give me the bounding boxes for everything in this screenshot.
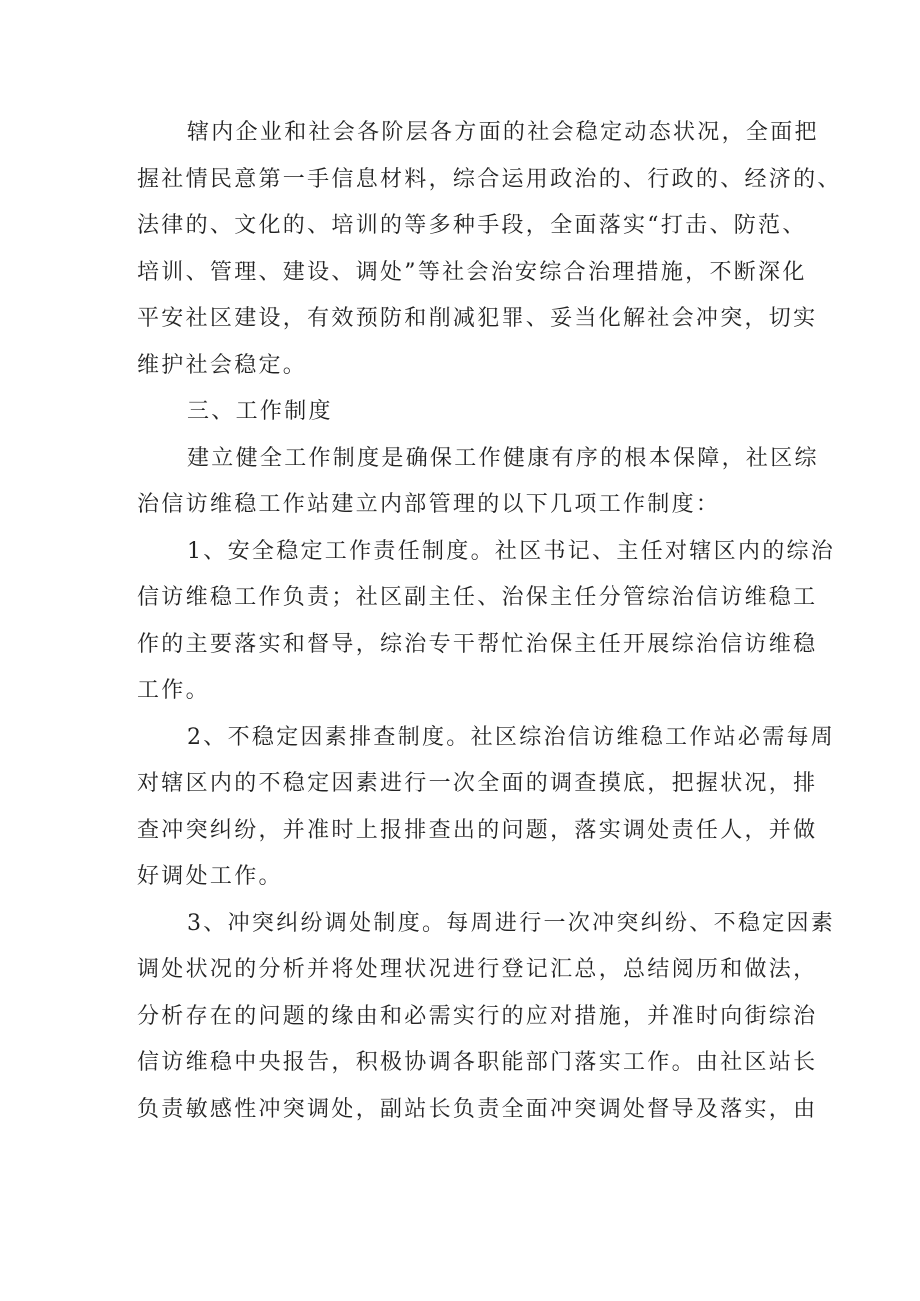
text-line: 对辖区内的不稳定因素进行一次全面的调查摸底，把握状况，排 [137,771,818,796]
text-line: 作的主要落实和督导，综治专干帮忙治保主任开展综治信访维稳 [137,631,818,657]
text-line: 培训、管理、建设、调处”等社会治安综合治理措施，不断深化 [137,259,807,285]
text-line: 建立健全工作制度是确保工作健康有序的根本保障，社区综 [187,445,819,471]
text-line: 1、安全稳定工作责任制度。社区书记、主任对辖区内的综治 [187,538,836,564]
text-line: 分析存在的问题的缘由和必需实行的应对措施，并准时向街综治 [137,1003,818,1029]
text-line: 调处状况的分析并将处理状况进行登记汇总，总结阅历和做法， [137,957,818,982]
text-line: 维护社会稳定。 [137,352,308,378]
text-line: 握社情民意第一手信息材料，综合运用政治的、行政的、经济的、 [137,166,842,192]
text-line: 3、冲突纠纷调处制度。每周进行一次冲突纠纷、不稳定因素 [187,910,836,936]
text-line: 信访维稳中央报告，积极协调各职能部门落实工作。由社区站长 [137,1050,818,1075]
text-line: 辖内企业和社会各阶层各方面的社会稳定动态状况，全面把 [187,120,819,145]
text-line: 2、不稳定因素排查制度。社区综治信访维稳工作站必需每周 [187,724,836,750]
text-line: 法律的、文化的、培训的等多种手段，全面落实“打击、防范、 [137,213,807,238]
text-line: 查冲突纠纷，并准时上报排查出的问题，落实调处责任人，并做 [137,817,818,843]
section-heading: 三、工作制度 [187,399,333,424]
text-line: 治信访维稳工作站建立内部管理的以下几项工作制度： [137,492,721,517]
text-line: 平安社区建设，有效预防和削减犯罪、妥当化解社会冲突，切实 [137,306,818,331]
text-line: 工作。 [137,678,210,703]
text-line: 负责敏感性冲突调处，副站长负责全面冲突调处督导及落实，由 [137,1096,818,1122]
text-line: 信访维稳工作负责；社区副主任、治保主任分管综治信访维稳工 [137,585,818,610]
text-line: 好调处工作。 [137,864,283,889]
